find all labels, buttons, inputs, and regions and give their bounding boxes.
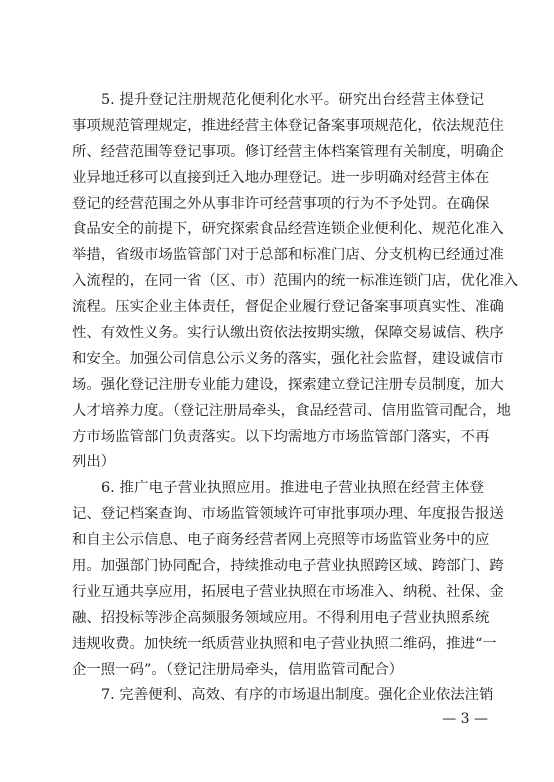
text-line: 企一照一码”。（登记注册局牵头，信用监管司配合） [72, 661, 404, 678]
document-body [72, 88, 519, 709]
text-line: 方市场监管部门负责落实。以下均需地方市场监管部门落实，不再 [72, 428, 490, 445]
text-line: 场。强化登记注册专业能力建设，探索建立登记注册专员制度，加大 [72, 376, 504, 393]
text-line: 和安全。加强公司信息公示义务的落实，强化社会监督，建设诚信市 [72, 350, 504, 367]
paragraph-6-heading-line: 6. 推广电子营业执照应用。推进电子营业执照在经营主体登 [101, 480, 484, 497]
text-line: 食品安全的前提下，研究探索食品经营连锁企业便利化、规范化准入 [72, 221, 504, 238]
text-line: 和自主公示信息、电子商务经营者网上亮照等市场监管业务中的应 [72, 532, 490, 549]
text-line: 业异地迁移可以直接到迁入地办理登记。进一步明确对经营主体在 [72, 169, 490, 186]
paragraph-7-heading-line: 7. 完善便利、高效、有序的市场退出制度。强化企业依法注销 [101, 687, 494, 704]
text-line: 融、招投标等涉企高频服务领域应用。不得利用电子营业执照系统 [72, 609, 490, 626]
text-line: 所、经营范围等登记事项。修订经营主体档案管理有关制度，明确企 [72, 143, 504, 160]
text-line: 事项规范管理规定，推进经营主体登记备案事项规范化，依法规范住 [72, 117, 504, 134]
text-line: 入流程的，在同一省（区、市）范围内的统一标准连锁门店，优化准入 [72, 273, 519, 290]
text-line: 行业互通共享应用，拓展电子营业执照在市场准入、纳税、社保、金 [72, 583, 504, 600]
text-line: 用。加强部门协同配合，持续推动电子营业执照跨区域、跨部门、跨 [72, 558, 504, 575]
text-line: 违规收费。加快统一纸质营业执照和电子营业执照二维码，推进“一 [72, 635, 497, 652]
text-line: 人才培养力度。（登记注册局牵头，食品经营司、信用监管司配合，地 [72, 402, 511, 419]
text-line: 列出） [72, 454, 116, 471]
text-line: 举措，省级市场监管部门对于总部和标准门店、分支机构已经通过准 [72, 247, 504, 264]
paragraph-5-heading-line: 5. 提升登记注册规范化便利化水平。研究出台经营主体登记 [101, 92, 484, 108]
page-number: — 3 — [442, 711, 488, 727]
text-line: 性、有效性义务。实行认缴出资依法按期实缴，保障交易诚信、秩序 [72, 325, 504, 342]
text-line: 流程。压实企业主体责任，督促企业履行登记备案事项真实性、准确 [72, 299, 504, 316]
text-line: 记、登记档案查询、市场监管领域许可审批事项办理、年度报告报送 [72, 506, 504, 523]
text-line: 登记的经营范围之外从事非许可经营事项的行为不予处罚。在确保 [72, 195, 490, 212]
